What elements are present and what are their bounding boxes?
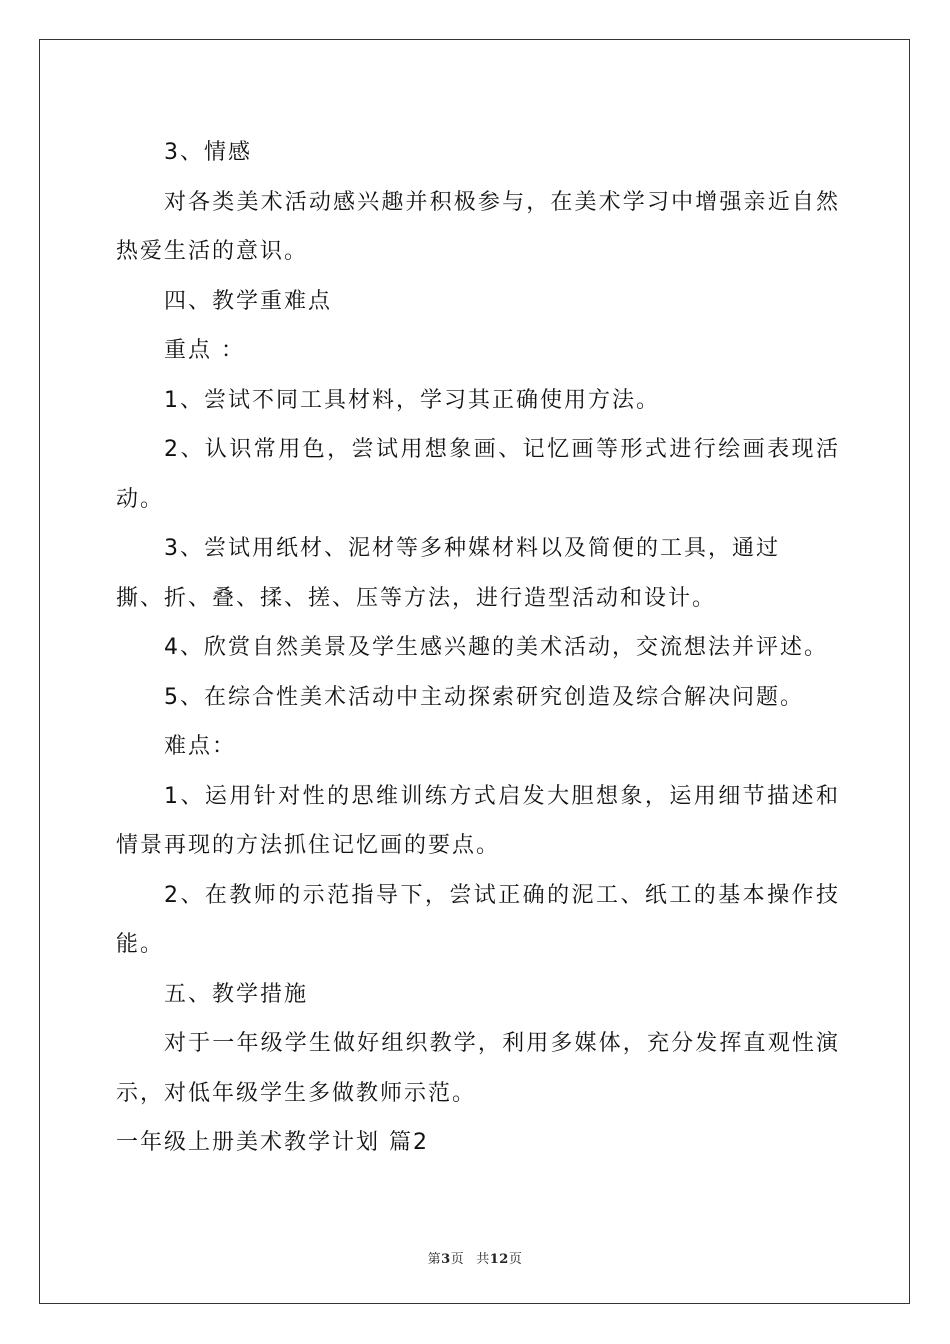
footer-total-pages: 12 <box>489 1252 509 1267</box>
paragraph-measures-body: 对于一年级学生做好组织教学，利用多媒体，充分发挥直观性演示，对低年级学生多做教师示范。 <box>116 1031 840 1106</box>
paragraph-key-2: 2、认识常用色，尝试用想象画、记忆画等形式进行绘画表现活动。 <box>116 437 840 512</box>
paragraph-key-4: 4、欣赏自然美景及学生感兴趣的美术活动，交流想法并评述。 <box>164 635 828 660</box>
paragraph-label-difficult: 难点： <box>164 734 237 759</box>
document-body <box>116 128 840 1168</box>
footer-total-prefix: 共 <box>476 1252 490 1267</box>
footer-page-number: 3 <box>441 1252 451 1267</box>
footer-total-suffix: 页 <box>508 1252 523 1267</box>
paragraph-emotion-body: 对各类美术活动感兴趣并积极参与，在美术学习中增强亲近自然热爱生活的意识。 <box>116 189 840 264</box>
paragraph-difficult-1: 1、运用针对性的思维训练方式启发大胆想象，运用细节描述和情景再现的方法抓住记忆画的要点。 <box>116 783 840 858</box>
footer-page-suffix: 页 <box>450 1252 465 1267</box>
paragraph-key-3-continued: 撕、折、叠、揉、搓、压等方法，进行造型活动和设计。 <box>116 585 717 611</box>
paragraph-key-5: 5、在综合性美术活动中主动探索研究创造及综合解决问题。 <box>164 684 804 710</box>
page-footer <box>0 1248 950 1267</box>
paragraph-heading-key-points: 四、教学重难点 <box>164 288 333 314</box>
paragraph-key-1: 1、尝试不同工具材料，学习其正确使用方法。 <box>164 387 660 413</box>
paragraph-section-title: 一年级上册美术教学计划 篇2 <box>116 1130 429 1155</box>
footer-page-prefix: 第 <box>427 1252 442 1267</box>
paragraph-heading-emotion: 3、情感 <box>164 140 252 165</box>
paragraph-difficult-2: 2、在教师的示范指导下，尝试正确的泥工、纸工的基本操作技能。 <box>116 882 840 957</box>
paragraph-heading-measures: 五、教学措施 <box>164 981 309 1007</box>
paragraph-key-3: 3、尝试用纸材、泥材等多种媒材料以及简便的工具，通过 <box>164 536 780 561</box>
paragraph-label-key: 重点 ： <box>164 338 245 363</box>
